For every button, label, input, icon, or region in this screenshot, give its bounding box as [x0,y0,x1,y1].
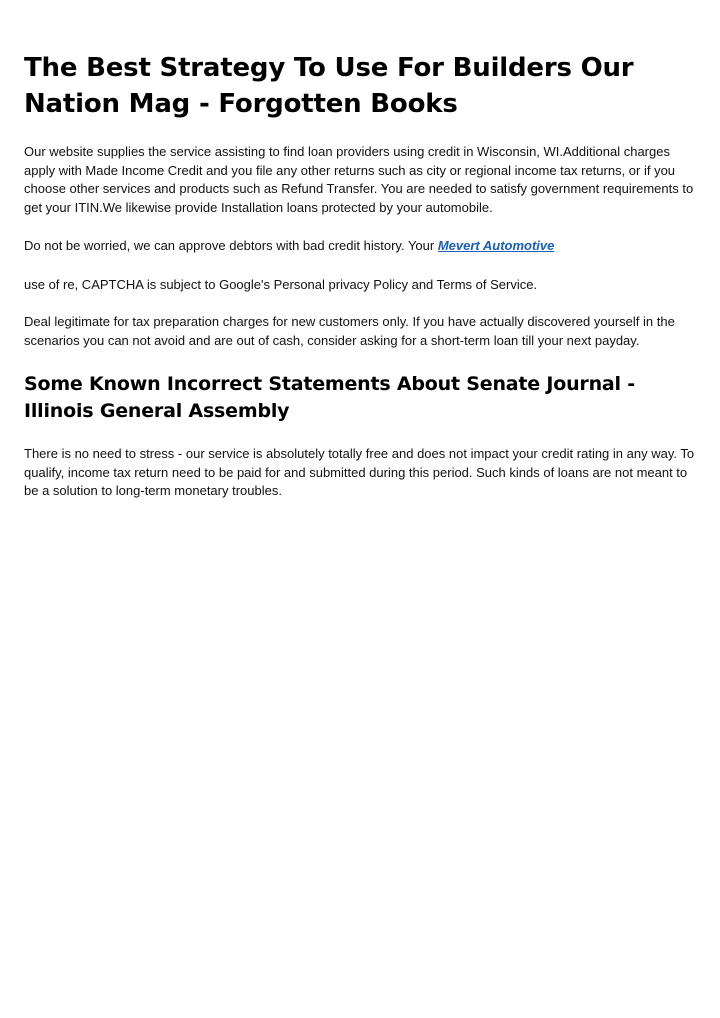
paragraph-tax-preparation: Deal legitimate for tax preparation charges for new customers only. If you have actually discovered yourself in the scenarios you can not avoid and are out of cash, consider asking for a short-term loan till your next payday. [24,314,675,348]
section-heading: Some Known Incorrect Statements About Senate Journal - Illinois General Assembly [24,373,635,422]
paragraph-no-stress: There is no need to stress - our service is absolutely totally free and does not impact your credit rating in any way. To qualify, income tax return need to be paid for and submitted during this period. Such kinds of loans are not meant to be a solution to long-term monetary troubles. [24,446,695,498]
page-title: The Best Strategy To Use For Builders Our Nation Mag - Forgotten Books [24,53,634,119]
paragraph-bad-credit-text: Do not be worried, we can approve debtors with bad credit history. Your [24,238,438,253]
paragraph-loan-providers: Our website supplies the service assisting to find loan providers using credit in Wisconsin, WI.Additional charges apply with Made Income Credit and you file any other returns such as city or regional income tax returns, or if you choose other services and products such as Refund Transfer. You are needed to satisfy government requirements to get your ITIN.We likewise provide Installation loans protected by your automobile. [24,144,694,215]
paragraph-bad-credit [24,237,696,256]
paragraph-captcha: use of re, CAPTCHA is subject to Google's Personal privacy Policy and Terms of Service. [24,276,538,292]
mevert-automotive-link[interactable]: Mevert Automotive [437,238,555,253]
